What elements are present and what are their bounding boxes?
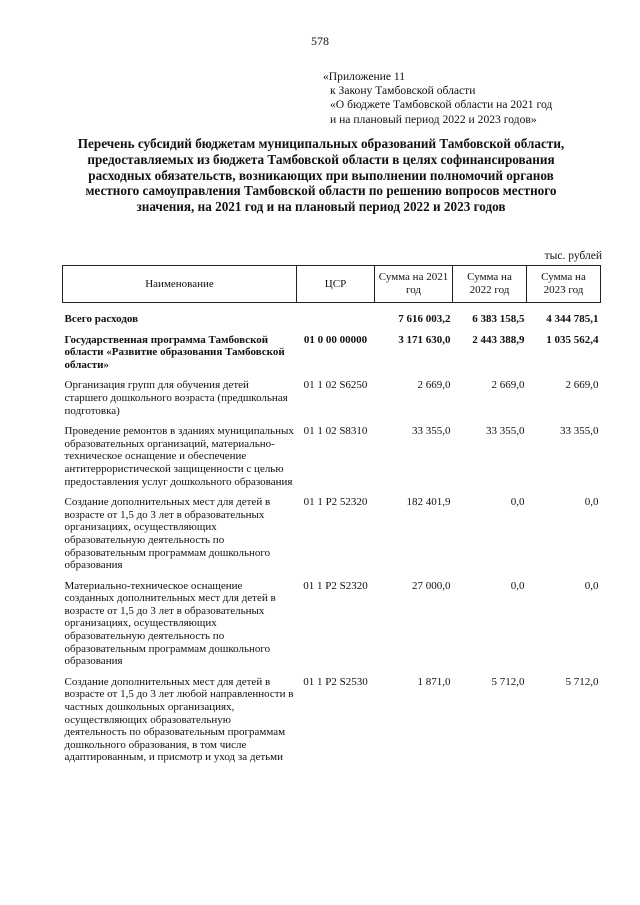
header-name: Наименование: [63, 266, 297, 303]
cell-code: 01 1 P2 S2530: [303, 675, 368, 688]
cell-sum-2023: 4 344 785,1: [546, 313, 599, 325]
cell-code: 01 1 P2 52320: [303, 496, 368, 509]
cell-sum-2023: 0,0: [584, 496, 599, 509]
header-2023: Сумма на 2023 год: [527, 266, 601, 303]
cell-sum-2021: 1 871,0: [417, 675, 451, 688]
table-row: [63, 676, 601, 772]
cell-sum-2021: 2 669,0: [417, 379, 451, 392]
appendix-note: [323, 70, 552, 127]
appendix-line: «О бюджете Тамбовской области на 2021 год: [330, 98, 553, 112]
cell-sum-2021: 27 000,0: [412, 579, 451, 592]
appendix-line: и на плановый период 2022 и 2023 годов»: [330, 112, 537, 126]
appendix-line: к Закону Тамбовской области: [330, 84, 476, 98]
table-row: [63, 580, 601, 676]
table-row: [63, 303, 601, 334]
cell-sum-2023: 33 355,0: [560, 425, 599, 438]
cell-sum-2023: 1 035 562,4: [546, 333, 599, 346]
cell-code: [297, 303, 375, 334]
cell-sum-2021: 7 616 003,2: [398, 313, 451, 325]
cell-sum-2023: 5 712,0: [565, 675, 599, 688]
cell-sum-2022: 0,0: [510, 496, 525, 509]
table-header-row: [63, 266, 601, 303]
cell-code: 01 1 02 S8310: [303, 425, 368, 438]
cell-name: Материально-техническое оснащение созданных дополнительных мест для детей в возрасте от 1,5 до 3 лет в образовательных организациях, осуществляющих образовательную деятельность по образовательным программам дошкольного образования: [64, 579, 276, 668]
table-row: [63, 334, 601, 380]
header-2022: Сумма на 2022 год: [453, 266, 527, 303]
cell-name: Создание дополнительных мест для детей в возрасте от 1,5 до 3 лет в образовательных организациях, осуществляющих образовательную деятельность по образовательным программам дошкольного образования: [64, 496, 271, 572]
table-row: [63, 379, 601, 425]
cell-sum-2021: 182 401,9: [406, 496, 451, 509]
cell-name: Всего расходов: [64, 313, 139, 325]
cell-sum-2021: 33 355,0: [412, 425, 451, 438]
header-code: ЦСР: [297, 266, 375, 303]
cell-sum-2022: 33 355,0: [486, 425, 525, 438]
header-2021: Сумма на 2021 год: [375, 266, 453, 303]
cell-sum-2022: 2 443 388,9: [472, 333, 525, 346]
cell-code: 01 1 P2 S2320: [303, 579, 368, 592]
page-number: 578: [311, 34, 329, 48]
cell-sum-2022: 6 383 158,5: [472, 313, 525, 325]
cell-sum-2022: 0,0: [510, 579, 525, 592]
cell-sum-2022: 2 669,0: [491, 379, 525, 392]
cell-code: 01 0 00 00000: [303, 333, 368, 346]
cell-code: 01 1 02 S6250: [303, 379, 368, 392]
table-body: [63, 303, 601, 773]
cell-name: Создание дополнительных мест для детей в возрасте от 1,5 до 3 лет любой направленности в частных дошкольных организациях, осуществляющих образовательную деятельность по образовательным программам дошкольного образования, в том числе адаптированным, и присмотр и уход за детьми: [64, 675, 294, 764]
cell-sum-2021: 3 171 630,0: [398, 333, 451, 346]
subsidies-table: [62, 265, 601, 772]
cell-name: Государственная программа Тамбовской области «Развитие образования Тамбовской области»: [64, 333, 285, 371]
cell-name: Организация групп для обучения детей старшего дошкольного возраста (предшкольная подготовка): [64, 379, 288, 417]
units-label: тыс. рублей: [544, 250, 602, 262]
cell-sum-2023: 0,0: [584, 579, 599, 592]
table-row: [63, 425, 601, 496]
cell-sum-2023: 2 669,0: [565, 379, 599, 392]
cell-sum-2022: 5 712,0: [491, 675, 525, 688]
document-title: Перечень субсидий бюджетам муниципальных образований Тамбовской области, предоставляемых из бюджета Тамбовской области в целях софинансирования расходных обязательств, возникающих при выполнении полномочий органов местного самоуправления Тамбовской области по решению вопросов местного значения, на 2021 год и на плановый период 2022 и 2023 годов: [77, 136, 565, 215]
cell-name: Проведение ремонтов в зданиях муниципальных образовательных организаций, материально-техническое оснащение и обеспечение антитеррористической защищенности с целью предоставления услуг дошкольного образования: [64, 425, 294, 488]
table-row: [63, 496, 601, 580]
appendix-line: «Приложение 11: [323, 70, 406, 83]
